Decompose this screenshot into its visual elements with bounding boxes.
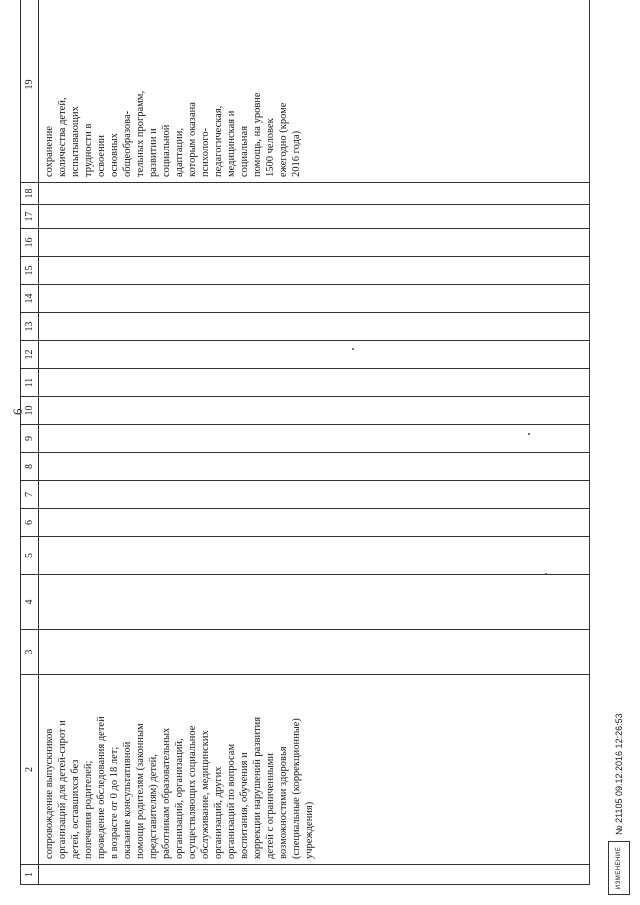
text-line: осуществляющих социальное — [187, 725, 198, 859]
table-cell — [39, 313, 590, 341]
text-line: организаций для детей-сирот и — [57, 720, 68, 859]
text-line: организаций по вопросам — [226, 743, 237, 859]
table-cell — [39, 205, 590, 229]
text-line: социальной — [161, 124, 172, 177]
text-line: работникам образовательных — [161, 727, 172, 859]
table-cell — [39, 425, 590, 453]
result-text — [39, 0, 303, 182]
table-cell — [39, 229, 590, 257]
col-number: 3 — [21, 630, 39, 675]
col-number: 15 — [21, 257, 39, 285]
text-line: учреждения) — [304, 801, 315, 859]
table-cell — [39, 575, 590, 630]
col-number: 12 — [21, 341, 39, 369]
text-line: обслуживание, медицинских — [200, 730, 211, 859]
text-line: коррекции нарушений развития — [252, 716, 263, 859]
text-line: организаций, других — [213, 766, 224, 859]
text-line: общеобразова- — [122, 110, 133, 177]
registration-number: № 21105 09.12.2016 12:26:53 — [614, 713, 624, 835]
table-cell — [39, 453, 590, 481]
measures-cell — [39, 675, 590, 865]
text-line: 2016 года) — [291, 130, 302, 177]
measures-text — [39, 675, 316, 864]
text-line: попечения родителей; — [83, 760, 94, 859]
text-line: помощь, на уровне — [252, 92, 263, 177]
table-cell — [39, 341, 590, 369]
col-number: 18 — [21, 183, 39, 205]
text-line: тельных программ, — [135, 90, 146, 177]
text-line: медицинская и — [226, 110, 237, 177]
text-line: сопровождение выпускников — [44, 728, 55, 859]
scan-speck — [352, 348, 354, 350]
col-number: 10 — [21, 397, 39, 425]
col-number: 19 — [21, 0, 39, 183]
text-line: ежегодно (кроме — [278, 102, 289, 177]
col-number: 9 — [21, 425, 39, 453]
text-line: проведение обследования детей — [96, 716, 107, 859]
text-line: воспитания, обучения и — [239, 752, 250, 859]
text-line: адаптации, — [174, 127, 185, 177]
text-line: детей с ограниченными — [265, 753, 276, 859]
table-cell — [39, 865, 590, 885]
scan-speck — [528, 433, 530, 435]
page-number: 6 — [10, 408, 25, 415]
text-line: которым оказана — [187, 102, 198, 177]
table-cell — [39, 630, 590, 675]
table-cell — [39, 509, 590, 537]
text-line: развитии и — [148, 128, 159, 177]
table-cell — [39, 285, 590, 313]
table-row — [39, 0, 590, 885]
col-number: 1 — [21, 865, 39, 885]
col-number: 6 — [21, 509, 39, 537]
text-line: социальная — [239, 125, 250, 177]
table-cell — [39, 183, 590, 205]
result-cell — [39, 0, 590, 183]
data-table — [20, 0, 590, 885]
stamp-box: ИЗМЕНЕНИЕ — [608, 841, 630, 895]
text-line: психолого- — [200, 127, 211, 177]
text-line: (специальные (коррекционные) — [291, 718, 302, 859]
text-line: представителям) детей, — [148, 754, 159, 859]
text-line: возможностями здоровья — [278, 746, 289, 859]
table-cell — [39, 369, 590, 397]
text-line: испытывающих — [70, 106, 81, 177]
col-number: 13 — [21, 313, 39, 341]
text-line: 1500 человек — [265, 118, 276, 177]
scan-speck — [545, 573, 547, 575]
col-number: 5 — [21, 537, 39, 575]
text-line: сохранение — [44, 126, 55, 177]
table-cell — [39, 481, 590, 509]
col-number: 8 — [21, 453, 39, 481]
table-cell — [39, 257, 590, 285]
header-row — [21, 0, 39, 885]
text-line: педагогическая, — [213, 105, 224, 177]
text-line: освоении — [96, 135, 107, 177]
text-line: трудности в — [83, 123, 94, 177]
col-number: 4 — [21, 575, 39, 630]
text-line: основных — [109, 133, 120, 177]
col-number: 7 — [21, 481, 39, 509]
col-number: 14 — [21, 285, 39, 313]
table-cell — [39, 537, 590, 575]
text-line: помощи родителям (законным — [135, 723, 146, 859]
col-number: 11 — [21, 369, 39, 397]
text-line: количества детей, — [57, 97, 68, 177]
table-cell — [39, 397, 590, 425]
text-line: организаций, организаций, — [174, 738, 185, 859]
text-line: в возрасте от 0 до 18 лет; — [109, 746, 120, 859]
registration-stamp — [608, 713, 630, 895]
text-line: детей, оставшихся без — [70, 759, 81, 859]
col-number: 2 — [21, 675, 39, 865]
col-number: 17 — [21, 205, 39, 229]
col-number: 16 — [21, 229, 39, 257]
text-line: оказание консультативной — [122, 741, 133, 859]
